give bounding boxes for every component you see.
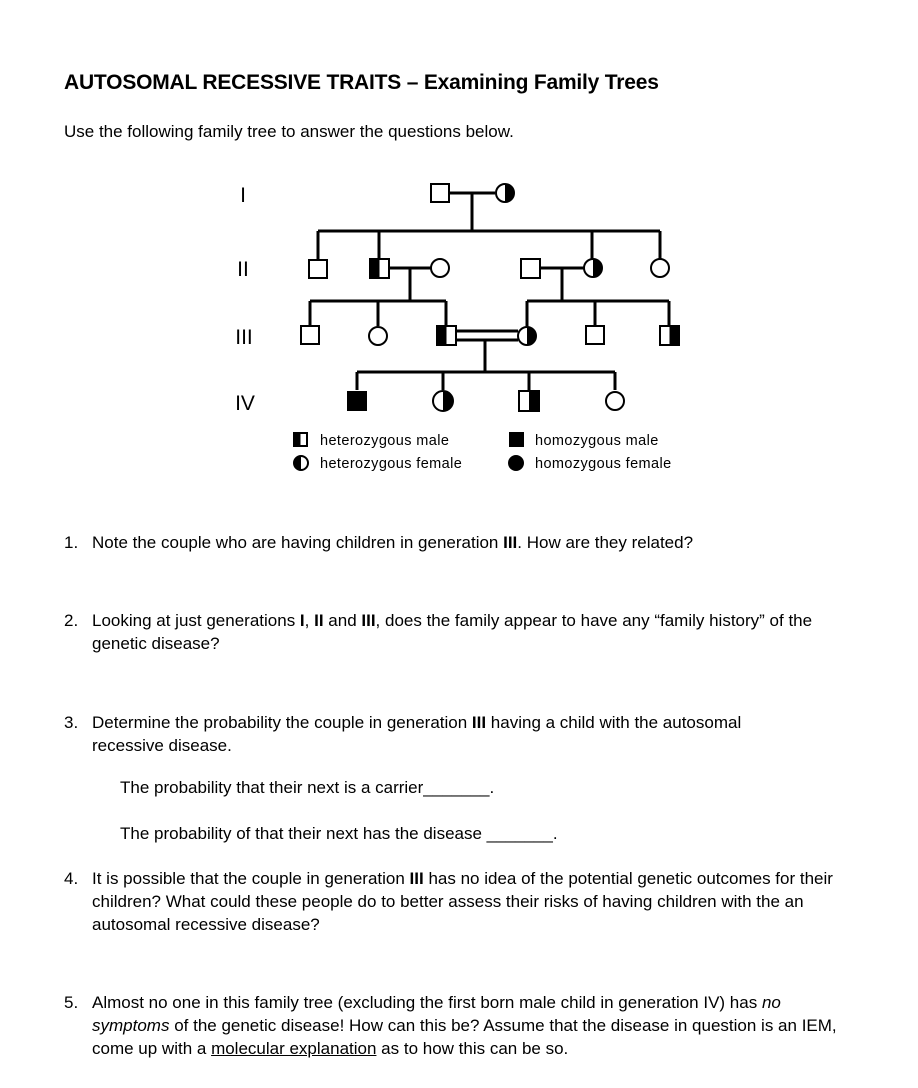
question-1: 1. Note the couple who are having children in generation III. How are they related?	[64, 533, 694, 552]
question-2: 2. Looking at just generations I, II and III, does the family appear to have any “family history” of the genetic disease?	[64, 611, 813, 653]
question-number: 3.	[64, 713, 79, 732]
question-number: 1.	[64, 533, 79, 552]
legend	[294, 432, 672, 472]
molecular-explanation-underlined: molecular explanation	[211, 1039, 377, 1058]
legend-hom-female: homozygous female	[535, 456, 672, 472]
generation-label-4: IV	[235, 392, 255, 415]
generation-label-3: III	[235, 326, 253, 349]
carrier-probability-blank[interactable]: The probability that their next is a carrier_______.	[120, 778, 495, 797]
page-title: AUTOSOMAL RECESSIVE TRAITS – Examining Family Trees	[64, 71, 659, 94]
question-number: 5.	[64, 993, 79, 1012]
family-tree-pedigree	[0, 0, 918, 500]
question-5: 5. Almost no one in this family tree (excluding the first born male child in generation IV) has no symptoms of the genetic disease! How can this be? Assume that the disease in question is an IEM, come up with a molecular explanation as to how this can be so.	[64, 993, 837, 1058]
legend-hom-male: homozygous male	[535, 433, 659, 449]
question-number: 2.	[64, 611, 79, 630]
question-4: 4. It is possible that the couple in generation III has no idea of the potential genetic outcomes for their children? What could these people do to better assess their risks of having children with the an autosomal recessive disease?	[64, 869, 833, 934]
intro-text: Use the following family tree to answer the questions below.	[64, 122, 514, 141]
question-3: 3. Determine the probability the couple in generation III having a child with the autosomal recessive disease.	[64, 713, 742, 755]
generation-label-2: II	[237, 258, 249, 281]
legend-het-male: heterozygous male	[320, 433, 450, 449]
question-number: 4.	[64, 869, 79, 888]
legend-het-female: heterozygous female	[320, 456, 463, 472]
disease-probability-blank[interactable]: The probability of that their next has the disease _______.	[120, 824, 558, 843]
generation-label-1: I	[240, 184, 246, 207]
